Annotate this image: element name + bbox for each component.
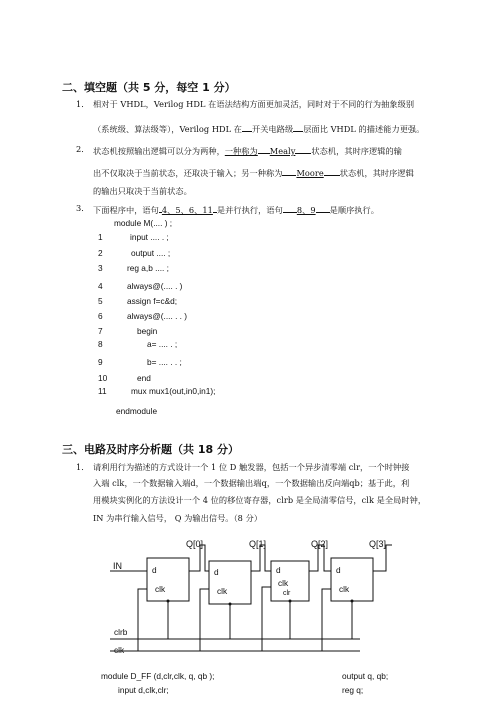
code-line: begin (137, 326, 158, 336)
dff2-clr-pin: clr (283, 590, 291, 597)
dff-code-left2: input d,clk,clr; (118, 685, 169, 695)
q3-line: 下面程序中，语句 4、5、6、11 是并行执行，语句 8、9 是顺序执行。 (93, 205, 380, 215)
code-line: always@(.... . . ) (127, 311, 188, 321)
q1-line2: （系统级、算法级等），Verilog HDL 在 开关电路级 层面比 VHDL 的描述能力更强。 (93, 124, 425, 134)
code-header: module M(.... ) ; (114, 218, 173, 228)
dff-code-right1: output q, qb; (342, 671, 389, 681)
dff0-clk-pin: clk (155, 584, 166, 594)
q2-label: Q[2] (311, 539, 329, 549)
code-line-num: 9 (98, 357, 103, 367)
dff2-d-pin: d (276, 565, 281, 575)
q2-number: 2． (76, 144, 90, 154)
code-line-num: 1 (98, 232, 103, 242)
q3-label: Q[3] (369, 539, 387, 549)
code-line-num: 4 (98, 281, 103, 291)
q2-line1: 状态机按照输出逻辑可以分为两种，一种称为 Mealy 状态机，其时序逻辑的输 (93, 146, 402, 156)
code-line: mux mux1(out,in0,in1); (131, 386, 216, 396)
in-label: IN (113, 561, 122, 571)
dff1-clk-pin: clk (217, 586, 228, 596)
q1-blank (242, 122, 252, 132)
q1-line1: 相对于 VHDL，Verilog HDL 在语法结构方面更加灵活，同时对于不同的行为抽象级别 (93, 99, 415, 109)
s3-q1-line2: 入端 clk，一个数据输入端d，一个数据输出端q，一个数据输出反向端qb；基于此，利 (93, 478, 410, 488)
q3-answer2: 8、9 (296, 205, 316, 215)
code-line: b= .... . . ; (147, 357, 182, 367)
dff3-clk-pin: clk (339, 584, 350, 594)
code-line-num: 6 (98, 311, 103, 321)
dff3-d-pin: d (336, 565, 341, 575)
q0-label: Q[0] (186, 539, 204, 549)
code-line: output .... ; (131, 248, 171, 258)
q1-blank2 (293, 122, 303, 132)
q2-line3: 的输出只取决于当前状态。 (93, 186, 192, 196)
code-line-num: 7 (98, 326, 103, 336)
section2-title: 二、填空题（共 5 分，每空 1 分） (62, 81, 236, 94)
code-footer: endmodule (116, 406, 158, 416)
q2-answer-mealy: Mealy (269, 146, 296, 156)
code-line-num: 3 (98, 263, 103, 273)
section3-title: 三、电路及时序分析题（共 18 分） (62, 443, 239, 456)
code-line-num: 8 (98, 339, 103, 349)
q1-number: 1． (76, 99, 90, 109)
code-line: assign f=c&d; (127, 296, 178, 306)
code-line: always@(.... . ) (127, 281, 183, 291)
s3-q1-number: 1． (76, 462, 90, 472)
code-line: input .... . ; (130, 232, 169, 242)
code-line-num: 5 (98, 296, 103, 306)
code-line-num: 2 (98, 248, 103, 258)
dff-code-left1: module D_FF (d,clr,clk, q, qb ); (101, 671, 215, 681)
code-line-num: 10 (98, 373, 108, 383)
q2-answer-moore: Moore (296, 168, 324, 178)
dff1-d-pin: d (214, 567, 219, 577)
dff-code-right2: reg q; (342, 685, 364, 695)
shift-register-diagram (0, 530, 500, 660)
dff0-d-pin: d (152, 565, 157, 575)
dff2-clk-pin: clk (278, 578, 289, 588)
q1-label: Q[1] (249, 539, 267, 549)
code-line-num: 11 (98, 386, 107, 396)
clrb-label: clrb (114, 627, 128, 637)
q2-line2: 出不仅取决于当前状态，还取决于输入；另一种称为 Moore 状态机，其时序逻辑 (93, 168, 414, 178)
s3-q1-line1: 请利用行为描述的方式设计一个 1 位 D 触发器，包括一个异步清零端 clr，一个时钟接 (93, 462, 410, 472)
s3-q1-line3: 用模块实例化的方法设计一个 4 位的移位寄存器，clrb 是全局清零信号，clk 是全局时钟， (93, 495, 427, 505)
clk-label: clk (114, 645, 125, 655)
q3-number: 3． (76, 203, 90, 213)
s3-q1-line4: IN 为串行输入信号， Q 为输出信号。（8 分） (93, 513, 263, 523)
code-line: reg a,b .... ; (127, 263, 169, 273)
code-line: end (137, 373, 151, 383)
code-line: a= .... . ; (147, 339, 178, 349)
q3-answer1: 4、5、6、11 (161, 205, 213, 215)
